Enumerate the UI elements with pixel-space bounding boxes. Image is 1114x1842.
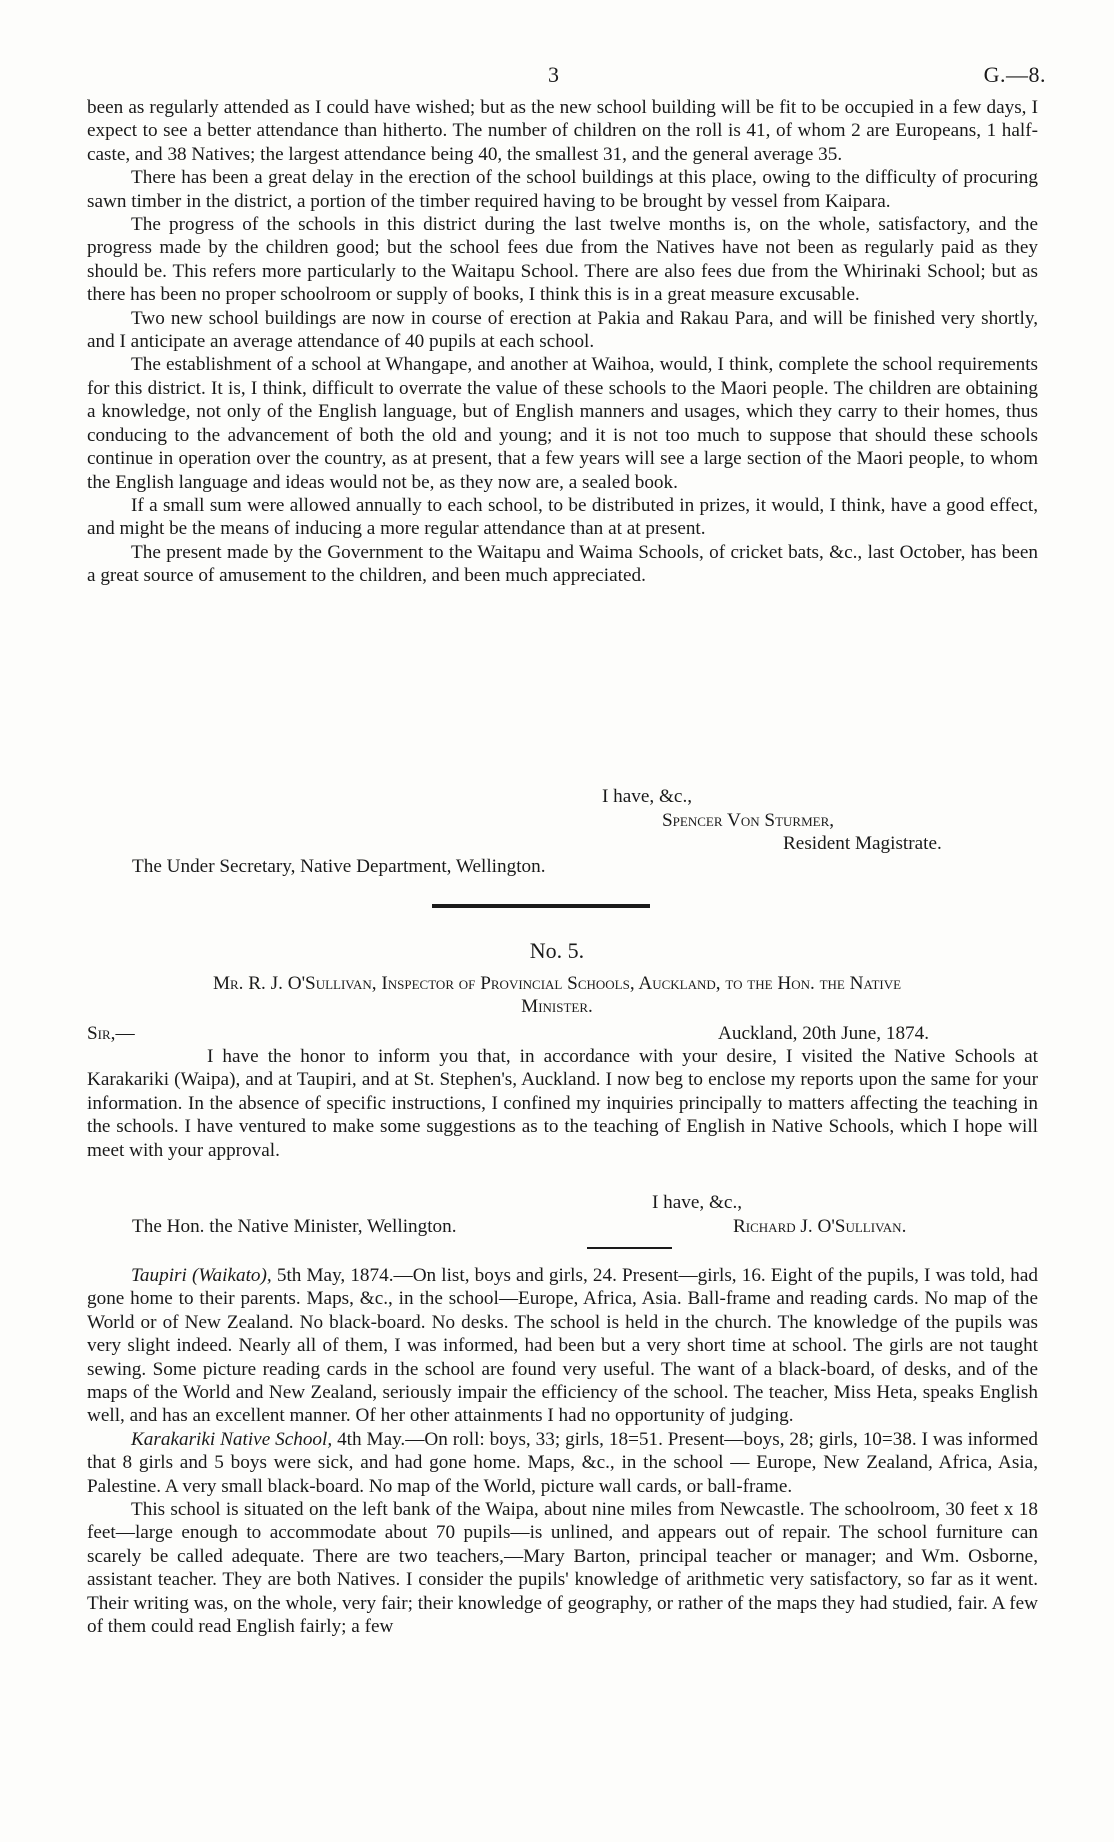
document-reference: G.—8. [983,62,1046,87]
paragraph: The present made by the Government to the Waitapu and Waima Schools, of cricket bats, &c., last October, has been a great source of amusement to the children, and been much appreciated. [87,541,1038,587]
signature-name: Spencer Von Sturmer, [662,810,835,831]
report-taupiri: Taupiri (Waikato), 5th May, 1874.—On list, boys and girls, 24. Present—girls, 16. Eight of the pupils, I was told, had gone home to their parents. Maps, &c., in the school—Europe, Africa, Asia. Ball-frame and reading cards. No map of the World or of New Zealand. No black-board. No desks. The school is held in the church. The knowledge of the pupils was very slight indeed. Nearly all of them, I was informed, had been but a very short time at school. The girls are not taught sewing. Some picture reading cards in the school are found very useful. The want of a black-board, of desks, and of the maps of the World and New Zealand, seriously impair the efficiency of the school. The teacher, Miss Heta, speaks English well, and has an excellent manner. Of her other attainments I had no opportunity of judging. [87,1265,1039,1427]
paragraph: There has been a great delay in the erection of the school buildings at this place, owing to the difficulty of procuring sawn timber in the district, a portion of the timber required having to be brought by vessel from Kaipara. [87,167,1038,212]
report-karakariki: Karakariki Native School, 4th May.—On roll: boys, 33; girls, 18=51. Present—boys, 28; girls, 10=38. I was informed that 8 girls and 5 boys were sick, and had gone home. Maps, &c., in the school — Europe, New Zealand, Africa, Asia, Palestine. A very small black-board. No map of the World, picture wall cards, or ball-frame. [87,1428,1038,1497]
paragraph: The establishment of a school at Whangape, and another at Waihoa, would, I think, complete the school requirements for this district. It is, I think, difficult to overrate the value of these schools to the Maori people. The children are obtaining a knowledge, not only of the English language, but of English manners and usages, which they carry to their homes, thus conducing to the advancement of both the old and young; and it is not too much to suppose that should these schools continue in operation over the country, as at present, that a few years will see a large section of the Maori people, to whom the English language and ideas would not be, as they now are, a sealed book. [87,354,1038,493]
section-number: No. 5. [529,938,585,963]
addressee: The Under Secretary, Native Department, Wellington. [132,856,546,877]
report-title: Karakariki Native School, [131,1428,333,1450]
page-number: 3 [548,62,559,87]
section-heading-line2: Minister. [521,996,593,1017]
continuation-text [87,96,1038,588]
section-divider [432,904,650,908]
reports-text [87,1264,1038,1639]
paragraph: been as regularly attended as I could have wished; but as the new school building will be fit to be occupied in a few days, I expect to see a better attendance than hitherto. The number of children on the roll is 41, of whom 2 are Europeans, 1 half-caste, and 38 Natives; the largest attendance being 40, the smallest 31, and the general average 35. [87,97,1038,165]
paragraph: This school is situated on the left bank of the Waipa, about nine miles from Newcastle. The schoolroom, 30 feet x 18 feet—large enough to accommodate about 70 pupils—is unlined, and appears out of repair. The school furniture can scarely be called adequate. There are two teachers,—Mary Barton, principal teacher or manager; and Wm. Osborne, assistant teacher. They are both Natives. I consider the pupils' knowledge of arithmetic very satisfactory, so far as it went. Their writing was, on the whole, very fair; their knowledge of geography, or rather of the maps they had studied, fair. A few of them could read English fairly; a few [87,1499,1038,1638]
paragraph: I have the honor to inform you that, in accordance with your desire, I visited the Native Schools at Karakariki (Waipa), and at Taupiri, and at St. Stephen's, Auckland. I now beg to enclose my reports upon the same for your information. In the absence of specific instructions, I confined my inquiries principally to matters affecting the teaching in the schools. I have ventured to make some suggestions as to the teaching of English in Native Schools, which I hope will meet with your approval. [87,1046,1038,1161]
signature-title: Resident Magistrate. [783,833,942,854]
closing: I have, &c., [602,786,693,807]
paragraph: If a small sum were allowed annually to each school, to be distributed in prizes, it would, I think, have a good effect, and might be the means of inducing a more regular attendance than at at present. [87,494,1038,540]
closing: I have, &c., [652,1192,743,1213]
divider [587,1247,672,1249]
letter-body [87,1045,1038,1162]
signature-name: Richard J. O'Sullivan. [733,1216,907,1237]
salutation: Sir,— [87,1023,135,1044]
section-heading-line1: Mr. R. J. O'Sullivan, Inspector of Provincial Schools, Auckland, to the Hon. the Native [212,973,902,994]
paragraph: The progress of the schools in this district during the last twelve months is, on the whole, satisfactory, and the progress made by the children good; but the school fees due from the Natives have not been as regularly paid as they should be. This refers more particularly to the Waitapu School. There are also fees due from the Whirinaki School; but as there has been no proper schoolroom or supply of books, I think this is in a great measure excusable. [87,214,1038,306]
page-header [0,62,1114,92]
report-title: Taupiri (Waikato), [131,1265,272,1286]
addressee: The Hon. the Native Minister, Wellington. [132,1216,457,1237]
dateline: Auckland, 20th June, 1874. [718,1023,930,1044]
paragraph: Two new school buildings are now in course of erection at Pakia and Rakau Para, and will be finished very shortly, and I anticipate an average attendance of 40 pupils at each school. [87,307,1038,353]
